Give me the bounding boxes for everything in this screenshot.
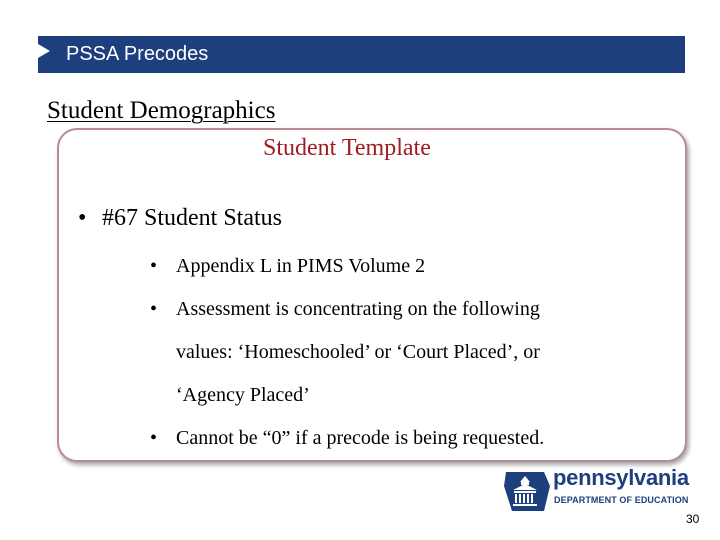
bullet-student-status xyxy=(78,203,282,233)
bullet-text: Cannot be “0” if a precode is being requested. xyxy=(176,427,545,449)
template-title: Student Template xyxy=(263,135,431,161)
sub-bullet-assessment xyxy=(150,296,540,322)
bullet-text: #67 Student Status xyxy=(102,205,283,231)
header-title: PSSA Precodes xyxy=(66,43,209,65)
page-number: 30 xyxy=(686,512,700,526)
sub-bullet-continuation: values: ‘Homeschooled’ or ‘Court Placed’, or xyxy=(176,341,540,363)
content-box xyxy=(57,128,687,462)
sub-bullet-cannot-be-zero xyxy=(150,425,544,451)
bullet-icon: • xyxy=(150,255,158,277)
sub-bullet-appendix xyxy=(150,253,425,279)
sub-bullet-continuation: ‘Agency Placed’ xyxy=(176,384,310,406)
bullet-icon: • xyxy=(78,205,87,231)
bullet-icon: • xyxy=(150,427,158,449)
bullet-text: Appendix L in PIMS Volume 2 xyxy=(176,255,426,277)
bullet-text: Assessment is concentrating on the following xyxy=(176,298,540,320)
section-title: Student Demographics xyxy=(47,97,276,124)
logo-wordmark: pennsylvania xyxy=(553,465,689,490)
logo-department: DEPARTMENT OF EDUCATION xyxy=(554,495,689,505)
header-arrow-icon xyxy=(38,44,50,58)
bullet-icon: • xyxy=(150,298,158,320)
